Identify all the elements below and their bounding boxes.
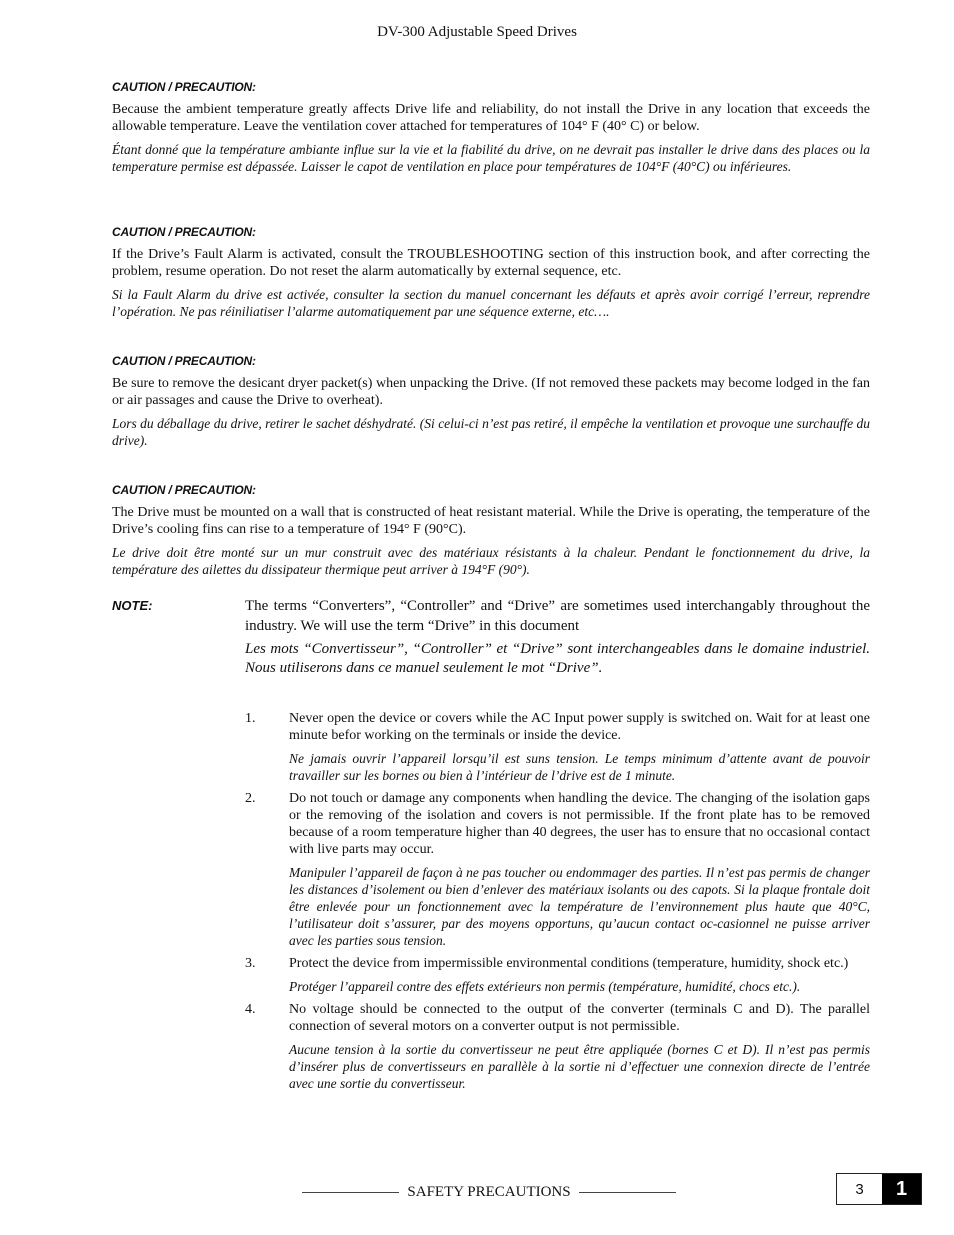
- list-item-body: [289, 1001, 870, 1092]
- caution-heading: CAUTION / PRECAUTION:: [112, 80, 256, 94]
- caution-text-en: If the Drive’s Fault Alarm is activated, consult the TROUBLESHOOTING section of this instruction book, and after correcting the problem, resume operation. Do not reset the alarm automatically by external sequence, etc.: [112, 247, 870, 279]
- note-label-text: NOTE:: [112, 598, 153, 613]
- caution-heading: CAUTION / PRECAUTION:: [112, 354, 256, 368]
- page-footer: [302, 1183, 676, 1201]
- caution-block-3: [112, 354, 870, 449]
- caution-text-fr: Étant donné que la température ambiante influe sur la vie et la fiabilité du drive, on ne devrait pas installer le drive dans des places ou la temperature permise est dépassée. Laisser le capot de ventilation en place pour températures de 104°F (40°C) ou inférieures.: [112, 142, 870, 174]
- list-item-body: [289, 955, 870, 995]
- page-number: 3: [855, 1180, 864, 1198]
- note-text-en: The terms “Converters”, “Controller” and “Drive” are sometimes used interchangably throughout the industry. We will use the term “Drive” in this document: [245, 598, 870, 634]
- list-item-text-en: Protect the device from impermissible environmental conditions (temperature, humidity, shock etc.): [289, 956, 849, 971]
- caution-heading: CAUTION / PRECAUTION:: [112, 483, 256, 497]
- list-item-body: [289, 790, 870, 949]
- chapter-tab: 1: [882, 1174, 921, 1204]
- list-item-number: 4.: [245, 1002, 256, 1017]
- list-item-text-fr: Ne jamais ouvrir l’appareil lorsqu’il est suns tension. Le temps minimum d’attente avant de pouvoir travailler sur les bornes ou bien à l’intérieur de l’drive est de 1 minute.: [289, 751, 870, 783]
- caution-text-fr: Si la Fault Alarm du drive est activée, consulter la section du manuel concernant les défauts et après avoir corrigé l’erreur, reprendre l’opération. Ne pas réiniliatiser l’alarme automatiquement par une séquence externe, etc….: [112, 287, 870, 319]
- note-label: [112, 598, 152, 613]
- list-item-text-en: Do not touch or damage any components when handling the device. The changing of the isolation gaps or the removing of the isolation and covers is not permissible. If the front plate has to be removed because of a room temperature higher than 40 degrees, the user has to ensure that no occasional contact with live parts may occur.: [289, 791, 870, 857]
- list-item-number: 3.: [245, 956, 256, 971]
- caution-text-fr: Le drive doit être monté sur un mur construit avec des matériaux résistants à la chaleur. Pendant le fonctionnement du drive, la température des ailettes du dissipateur thermique peut arriver à 194°F (90°).: [112, 545, 870, 577]
- list-item-number: 1.: [245, 711, 256, 726]
- note-block: [112, 596, 870, 686]
- list-item-text-fr: Aucune tension à la sortie du convertisseur ne peut être appliquée (bornes C et D). Il n’est pas permis d’insérer plus de convertisseurs en parallèle à la sortie ni d’effectuer une connexion directe de l’entrée avec une sortie du convertisseur.: [289, 1042, 870, 1091]
- caution-block-4: [112, 483, 870, 578]
- list-item-text-en: No voltage should be connected to the output of the converter (terminals C and D). The parallel connection of several motors on a converter output is not permissible.: [289, 1002, 870, 1034]
- page-number-box: [836, 1173, 922, 1205]
- list-item-number: 2.: [245, 791, 256, 806]
- caution-block-1: [112, 80, 870, 175]
- list-item-text-en: Never open the device or covers while the AC Input power supply is switched on. Wait for at least one minute befor working on the terminals or inside the device.: [289, 711, 870, 743]
- caution-text-en: Be sure to remove the desicant dryer packet(s) when unpacking the Drive. (If not removed these packets may become lodged in the fan or air passages and cause the Drive to overheat).: [112, 376, 870, 408]
- caution-text-en: The Drive must be mounted on a wall that is constructed of heat resistant material. While the Drive is operating, the temperature of the Drive’s cooling fins can rise to a temperature of 194° F (90°C).: [112, 505, 870, 537]
- caution-text-fr: Lors du déballage du drive, retirer le sachet déshydraté. (Si celui-ci n’est pas retiré, il empêche la ventilation et provoque une surchauffe du drive).: [112, 416, 870, 448]
- list-item-body: [289, 710, 870, 784]
- caution-block-2: [112, 225, 870, 320]
- list-item-text-fr: Protéger l’appareil contre des effets extérieurs non permis (température, humidité, chocs etc.).: [289, 979, 801, 994]
- note-body: [245, 596, 870, 678]
- footer-rule-left: [302, 1192, 399, 1193]
- footer-section-title: SAFETY PRECAUTIONS: [407, 1183, 571, 1200]
- footer-rule-right: [579, 1192, 676, 1193]
- caution-heading: CAUTION / PRECAUTION:: [112, 225, 256, 239]
- page-header: DV-300 Adjustable Speed Drives: [377, 24, 577, 40]
- note-text-fr: Les mots “Convertisseur”, “Controller” et “Drive” sont interchangeables dans le domaine industriel. Nous utiliserons dans ce manuel seulement le mot “Drive”.: [245, 641, 870, 676]
- caution-text-en: Because the ambient temperature greatly affects Drive life and reliability, do not install the Drive in any location that exceeds the allowable temperature. Leave the ventilation cover attached for temperatures of 104° F (40° C) or below.: [112, 102, 870, 134]
- list-item-text-fr: Manipuler l’appareil de façon à ne pas toucher ou endommager des parties. Il n’est pas permis de changer les distances d’isolement ou bien d’enlever des matériaux isolants ou des capots. Si la plaque frontale doit être enlevée pour un fonctionnement avec la température de l’environnement plus haute que 40°C, l’utilisateur doit s’assurer, par des moyens opportuns, qu’aucun contact oc-casionnel ne puisse arriver avec les parties sous tension.: [289, 865, 870, 948]
